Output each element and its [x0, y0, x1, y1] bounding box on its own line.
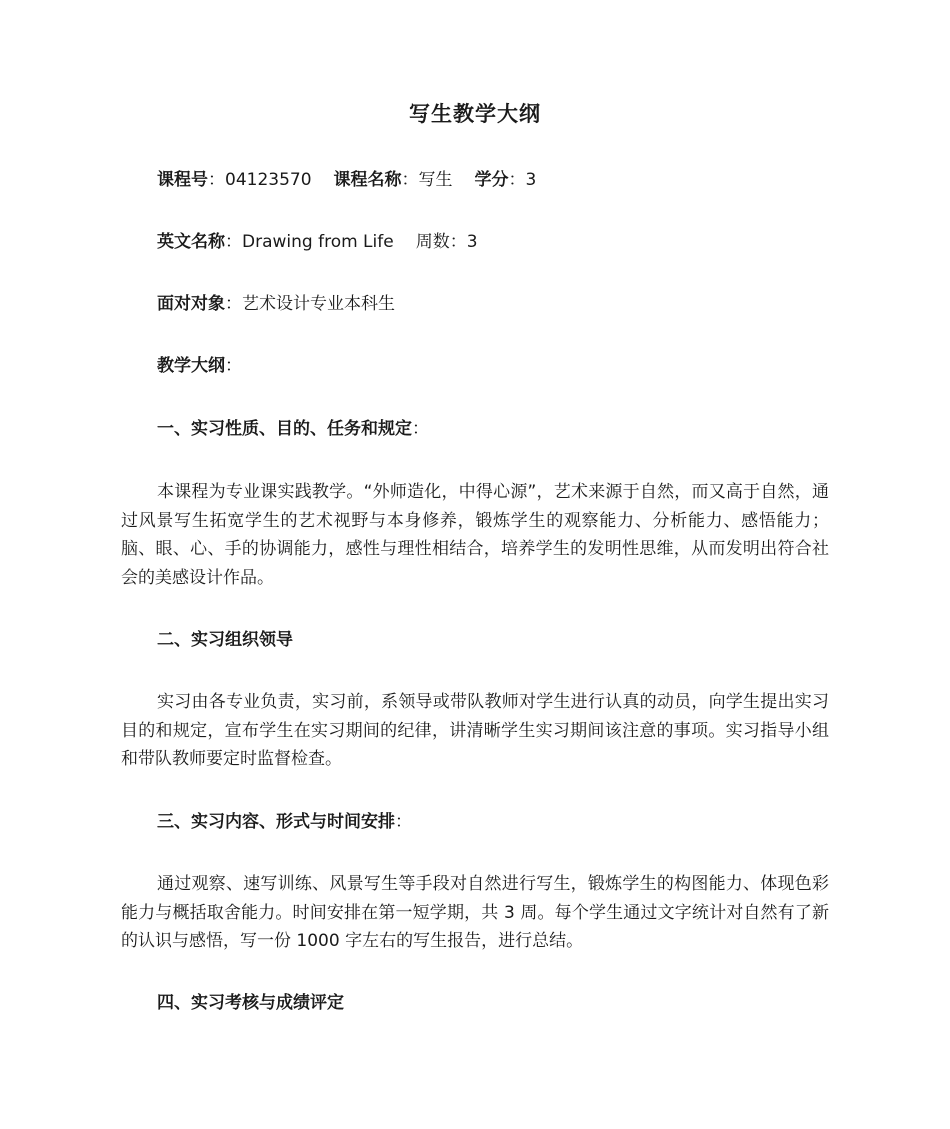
weeks-label: 周数: [415, 232, 450, 252]
section-heading: [157, 989, 344, 1017]
english-name-line: [157, 228, 478, 256]
outline-label: 教学大纲: [157, 356, 225, 376]
english-name-value: Drawing from Life: [242, 232, 394, 252]
colon: ：: [225, 294, 242, 314]
credit-label: 学分: [474, 170, 509, 190]
document-title: 写生教学大纲: [409, 102, 541, 126]
course-meta-line: [157, 166, 536, 194]
audience-label: 面对对象: [157, 294, 225, 314]
section-body: 本课程为专业课实践教学。“外师造化，中得心源”，艺术来源于自然，而又高于自然，通过风景写生拓宽学生的艺术视野与本身修养，锻炼学生的观察能力、分析能力、感悟能力；脑、眼、心、手的协调能力，感性与理性相结合，培养学生的发明性思维，从而发明出符合社会的美感设计作品。: [121, 482, 829, 588]
section-heading-text: 二、实习组织领导: [157, 630, 293, 650]
course-name-label: 课程名称: [333, 170, 402, 190]
colon: ：: [208, 170, 225, 190]
colon: ：: [412, 419, 429, 439]
section-heading-text: 三、实习内容、形式与时间安排: [157, 812, 395, 832]
section-heading: [157, 808, 412, 836]
section-heading-text: 一、实习性质、目的、任务和规定: [157, 419, 412, 439]
colon: ：: [401, 170, 419, 190]
weeks-value: 3: [466, 232, 478, 252]
audience-value: 艺术设计专业本科生: [242, 294, 395, 314]
colon: ：: [395, 812, 412, 832]
audience-line: [157, 290, 395, 318]
outline-line: [157, 352, 242, 380]
course-no-label: 课程号: [157, 170, 208, 190]
section-heading: [157, 415, 429, 443]
section-heading-text: 四、实习考核与成绩评定: [157, 993, 344, 1013]
colon: ：: [449, 232, 467, 252]
section-heading: [157, 626, 293, 654]
section-body: 实习由各专业负责，实习前，系领导或带队教师对学生进行认真的动员，向学生提出实习目的和规定，宣布学生在实习期间的纪律，讲清晰学生实习期间该注意的事项。实习指导小组和带队教师要定时监督检查。: [121, 692, 829, 769]
colon: ：: [225, 356, 242, 376]
colon: ：: [225, 232, 242, 252]
colon: ：: [508, 170, 526, 190]
course-no-value: 04123570: [225, 170, 312, 190]
course-name-value: 写生: [418, 170, 453, 190]
credit-value: 3: [525, 170, 537, 190]
section-body: 通过观察、速写训练、风景写生等手段对自然进行写生，锻炼学生的构图能力、体现色彩能力与概括取舍能力。时间安排在第一短学期，共 3 周。每个学生通过文字统计对自然有了新的认识与感悟，写一份 1000 字左右的写生报告，进行总结。: [121, 874, 829, 951]
english-name-label: 英文名称: [157, 232, 225, 252]
